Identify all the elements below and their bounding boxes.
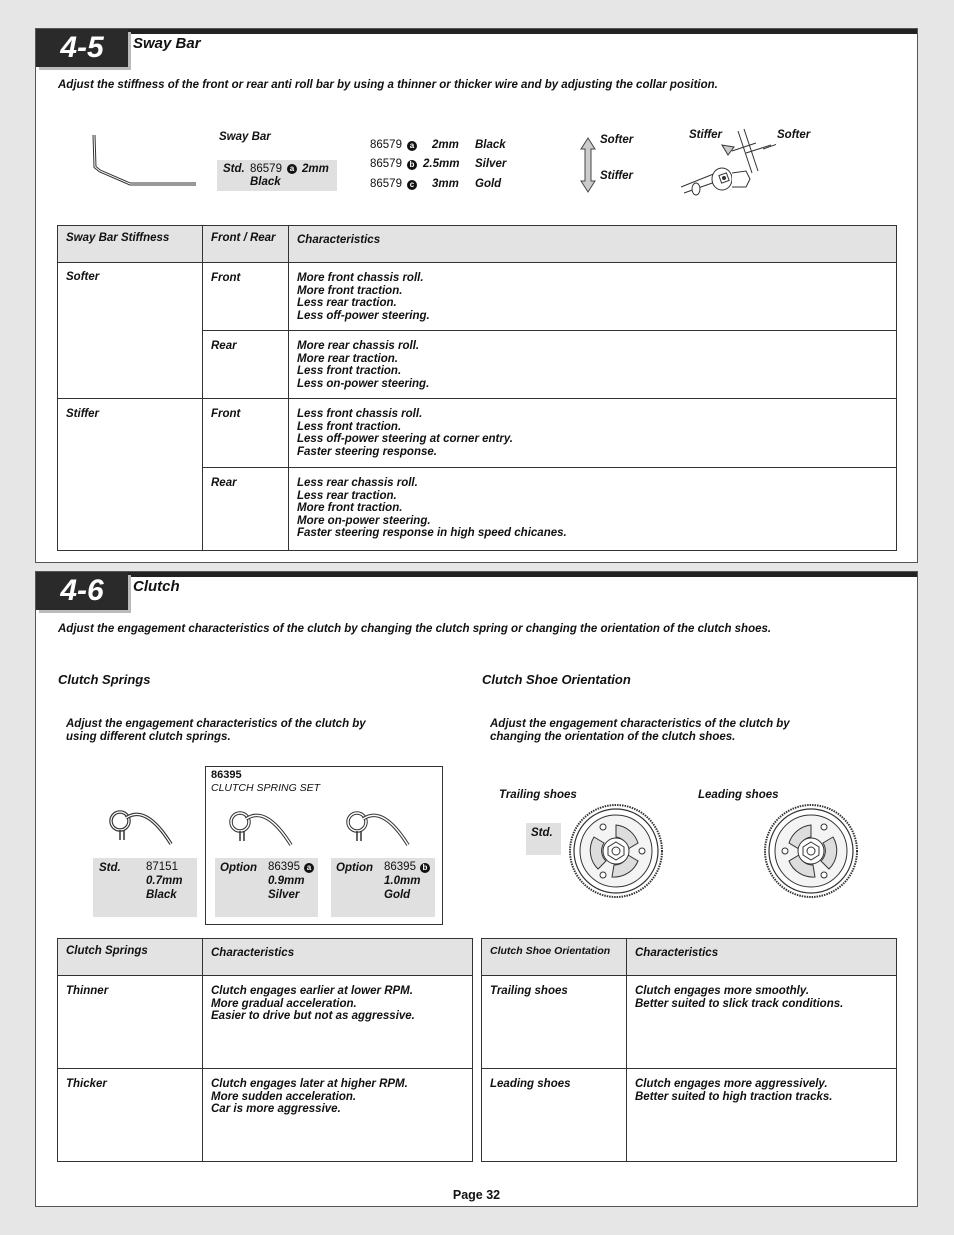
badge-a-icon: a xyxy=(287,164,297,174)
characteristics-cell xyxy=(289,331,897,399)
spring-label: Std. xyxy=(99,862,121,874)
section-number: 4-6 xyxy=(36,572,128,610)
spring-size: 0.9mm xyxy=(268,875,305,887)
trailing-shoes-label: Trailing shoes xyxy=(499,789,577,801)
clutch-spring-set-box xyxy=(205,766,443,925)
characteristic-line: Better suited to high traction tracks. xyxy=(635,1090,833,1103)
shoe-std-badge: Std. xyxy=(526,823,561,855)
badge-a-icon: a xyxy=(407,141,417,151)
characteristics-cell xyxy=(203,976,473,1069)
spring-std-box xyxy=(93,858,197,917)
spring-option-b-illustration xyxy=(343,805,415,855)
clutch-springs-table xyxy=(57,938,473,1162)
intro-line: Adjust the engagement characteristics of the clutch by xyxy=(490,718,790,730)
intro-line: changing the orientation of the clutch shoes. xyxy=(490,730,736,743)
table-header-row xyxy=(58,226,897,263)
badge-c-icon: c xyxy=(407,180,417,190)
characteristic-line: Clutch engages more smoothly. xyxy=(635,985,810,997)
spring-type-cell: Thicker xyxy=(58,1069,203,1162)
table-header-cell: Characteristics xyxy=(289,226,897,263)
arrow-softer-label: Softer xyxy=(600,134,634,146)
characteristics-cell xyxy=(627,976,897,1069)
spring-color: Gold xyxy=(384,889,411,901)
leading-shoes-label: Leading shoes xyxy=(698,789,779,801)
option-part: 86579 xyxy=(370,158,402,170)
spring-type-cell: Thinner xyxy=(58,976,203,1069)
table-header-cell: Sway Bar Stiffness xyxy=(58,226,203,263)
option-size: 2.5mm xyxy=(423,158,460,170)
spring-color: Silver xyxy=(268,889,300,901)
table-row xyxy=(58,976,473,1069)
intro-line: using different clutch springs. xyxy=(66,730,231,743)
characteristics-cell xyxy=(289,263,897,331)
spring-option-b-box xyxy=(331,858,435,917)
sway-bar-illustration xyxy=(86,129,201,194)
collar-stiffer-label: Stiffer xyxy=(689,129,723,141)
spring-label: Option xyxy=(336,862,374,874)
page-number: Page 32 xyxy=(452,1188,501,1202)
stiffness-cell: Stiffer xyxy=(58,399,203,551)
spring-set-part: 86395 xyxy=(211,769,242,781)
table-row xyxy=(482,1069,897,1162)
option-part: 86579 xyxy=(370,139,402,151)
characteristic-line: Less front chassis roll. xyxy=(297,408,423,420)
characteristic-line: Less off-power steering. xyxy=(297,309,430,322)
sway-bar-option-row xyxy=(370,178,530,193)
section-top-rule xyxy=(36,572,917,577)
characteristic-line: Clutch engages earlier at lower RPM. xyxy=(211,985,413,997)
section-intro: Adjust the engagement characteristics of the clutch by changing the clutch spring or changing the orientation of the clutch shoes. xyxy=(58,623,772,635)
position-cell: Rear xyxy=(203,468,289,551)
characteristic-line: More rear chassis roll. xyxy=(297,340,420,352)
option-color: Gold xyxy=(475,178,502,190)
table-header-cell: Clutch Shoe Orientation xyxy=(482,939,627,976)
sway-bar-option-row xyxy=(370,139,530,154)
characteristic-line: More front traction. xyxy=(297,284,403,297)
characteristic-line: More sudden acceleration. xyxy=(211,1090,357,1103)
clutch-springs-intro xyxy=(66,718,366,743)
characteristics-cell xyxy=(627,1069,897,1162)
clutch-shoe-intro xyxy=(490,718,790,743)
characteristic-line: More on-power steering. xyxy=(297,514,431,527)
clutch-springs-title: Clutch Springs xyxy=(58,672,151,687)
leading-shoes-clutch-illustration xyxy=(763,803,859,899)
table-header-row xyxy=(58,939,473,976)
spring-option-a-box xyxy=(215,858,318,917)
table-header-cell: Clutch Springs xyxy=(58,939,203,976)
std-size: 2mm xyxy=(302,163,329,175)
trailing-shoes-clutch-illustration xyxy=(568,803,664,899)
characteristic-line: Easier to drive but not as aggressive. xyxy=(211,1010,415,1022)
characteristic-line: Clutch engages more aggressively. xyxy=(635,1078,828,1090)
characteristics-cell xyxy=(289,468,897,551)
characteristic-line: Faster steering response in high speed chicanes. xyxy=(297,527,567,539)
std-part: 86579 xyxy=(250,163,282,175)
spring-set-name: CLUTCH SPRING SET xyxy=(211,782,321,794)
spring-label: Option xyxy=(220,862,258,874)
clutch-shoe-orientation-table xyxy=(481,938,897,1162)
std-label: Std. xyxy=(223,163,245,175)
characteristic-line: Less off-power steering at corner entry. xyxy=(297,433,514,445)
intro-line: Adjust the engagement characteristics of the clutch by xyxy=(66,718,366,730)
section-title: Clutch xyxy=(133,578,180,595)
characteristic-line: Car is more aggressive. xyxy=(211,1103,341,1115)
section-top-rule xyxy=(36,29,917,34)
option-size: 2mm xyxy=(432,139,459,151)
position-cell: Front xyxy=(203,399,289,468)
section-intro: Adjust the stiffness of the front or rear anti roll bar by using a thinner or thicker wire and by adjusting the collar position. xyxy=(58,79,718,91)
spring-color: Black xyxy=(146,889,177,901)
characteristic-line: Less front traction. xyxy=(297,420,402,433)
position-cell: Front xyxy=(203,263,289,331)
shoe-type-cell: Leading shoes xyxy=(482,1069,627,1162)
characteristic-line: Less rear chassis roll. xyxy=(297,477,418,489)
sway-bar-label: Sway Bar xyxy=(219,131,271,143)
table-header-row xyxy=(482,939,897,976)
table-row xyxy=(58,399,897,468)
option-color: Black xyxy=(475,139,506,151)
option-color: Silver xyxy=(475,158,507,170)
characteristics-cell xyxy=(203,1069,473,1162)
spring-std-illustration xyxy=(106,804,178,854)
section-title: Sway Bar xyxy=(133,35,201,52)
badge-b-icon: b xyxy=(407,160,417,170)
double-arrow-icon xyxy=(579,137,597,193)
sway-bar-stiffness-table xyxy=(57,225,897,551)
position-cell: Rear xyxy=(203,331,289,399)
collar-adjustment-illustration xyxy=(676,127,776,199)
characteristic-line: Less on-power steering. xyxy=(297,377,430,390)
spring-part: 86395 xyxy=(268,861,300,873)
stiffness-cell: Softer xyxy=(58,263,203,399)
characteristics-cell xyxy=(289,399,897,468)
spring-part: 87151 xyxy=(146,861,178,873)
characteristic-line: More gradual acceleration. xyxy=(211,997,357,1010)
clutch-shoe-title: Clutch Shoe Orientation xyxy=(482,672,631,687)
option-part: 86579 xyxy=(370,178,402,190)
spring-size: 0.7mm xyxy=(146,875,183,887)
table-row xyxy=(58,1069,473,1162)
spring-option-a-illustration xyxy=(226,805,298,855)
option-size: 3mm xyxy=(432,178,459,190)
table-header-cell: Front / Rear xyxy=(203,226,289,263)
characteristic-line: Clutch engages later at higher RPM. xyxy=(211,1078,408,1090)
table-row xyxy=(482,976,897,1069)
shoe-type-cell: Trailing shoes xyxy=(482,976,627,1069)
characteristic-line: More front chassis roll. xyxy=(297,272,424,284)
arrow-stiffer-label: Stiffer xyxy=(600,170,634,182)
characteristic-line: Less rear traction. xyxy=(297,489,397,502)
table-header-cell: Characteristics xyxy=(627,939,897,976)
characteristic-line: More rear traction. xyxy=(297,352,398,365)
spring-part: 86395 xyxy=(384,861,416,873)
characteristic-line: Better suited to slick track conditions. xyxy=(635,997,844,1010)
characteristic-line: More front traction. xyxy=(297,502,403,514)
characteristic-line: Less rear traction. xyxy=(297,297,397,309)
table-row xyxy=(58,263,897,331)
sway-bar-option-row xyxy=(370,158,530,173)
badge-a-icon: a xyxy=(304,863,314,873)
std-color: Black xyxy=(250,176,281,188)
table-header-cell: Characteristics xyxy=(203,939,473,976)
collar-softer-label: Softer xyxy=(777,129,811,141)
characteristic-line: Faster steering response. xyxy=(297,445,437,458)
characteristic-line: Less front traction. xyxy=(297,365,402,377)
std-sway-bar-box xyxy=(217,160,337,191)
section-number: 4-5 xyxy=(36,29,128,67)
spring-size: 1.0mm xyxy=(384,875,421,887)
badge-b-icon: b xyxy=(420,863,430,873)
